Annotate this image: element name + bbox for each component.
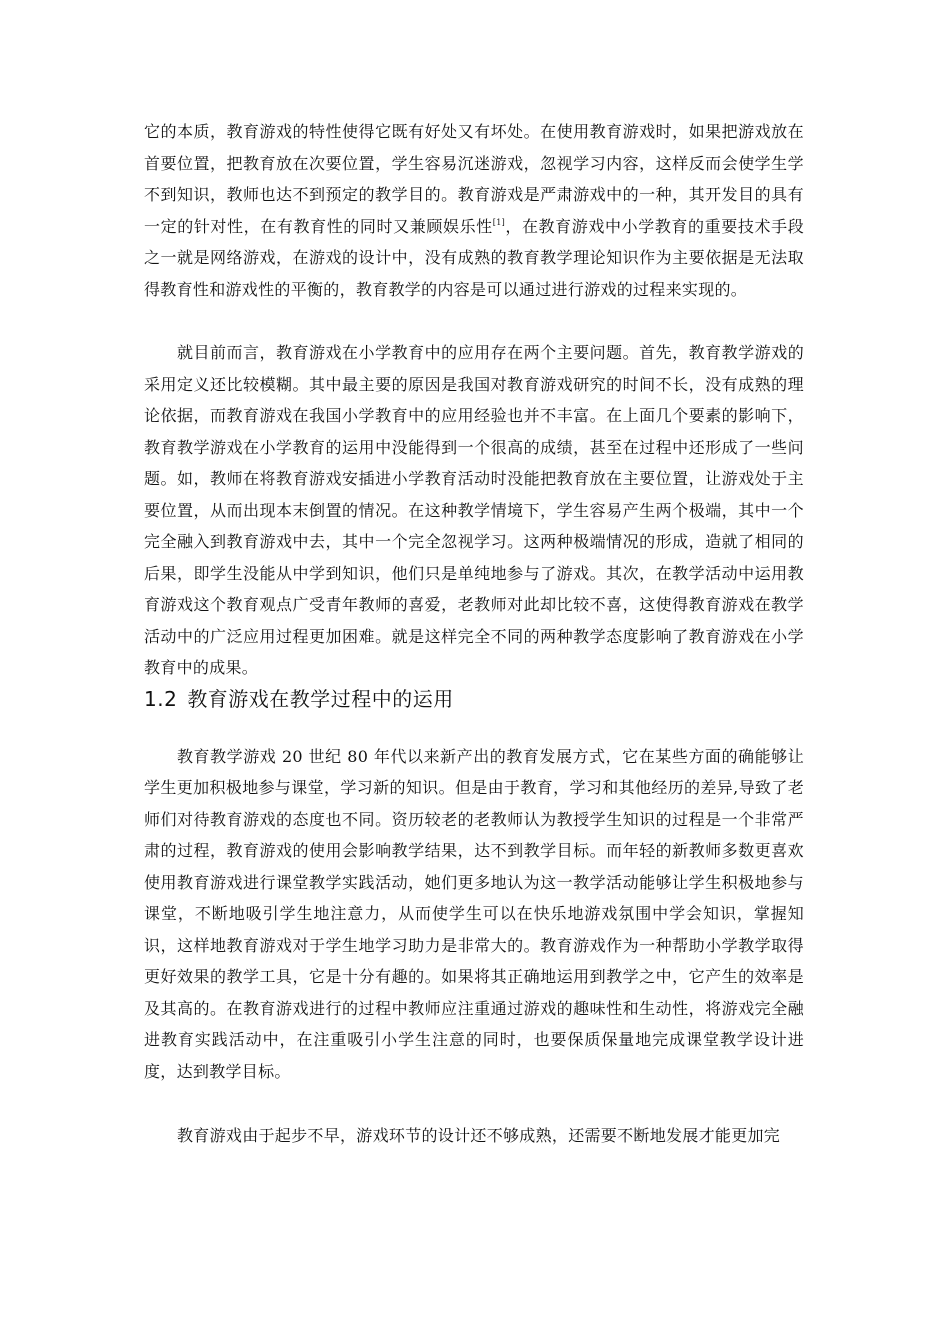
paragraph-development: 教育游戏由于起步不早，游戏环节的设计还不够成熟，还需要不断地发展才能更加完	[177, 1126, 781, 1145]
paragraph-problems: 就目前而言，教育游戏在小学教育中的应用存在两个主要问题。首先，教育教学游戏的采用定义还比较模糊。其中最主要的原因是我国对教育游戏研究的时间不长，没有成熟的理论依据，而教育游戏在我国小学教育中的应用经验也并不丰富。在上面几个要素的影响下，教育教学游戏在小学教育的运用中没能得到一个很高的成绩，甚至在过程中还形成了一些问题。如，教师在将教育游戏安插进小学教育活动时没能把教育放在主要位置，让游戏处于主要位置，从而出现本末倒置的情况。在这种教学情境下，学生容易产生两个极端，其中一个完全融入到教育游戏中去，其中一个完全忽视学习。这两种极端情况的形成，造就了相同的后果，即学生没能从中学到知识，他们只是单纯地参与了游戏。其次，在教学活动中运用教育游戏这个教育观点广受青年教师的喜爱，老教师对此却比较不喜，这使得教育游戏在教学活动中的广泛应用过程更加困难。就是这样完全不同的两种教学态度影响了教育游戏在小学教育中的成果。	[144, 343, 804, 677]
document-body	[144, 116, 804, 1152]
citation-ref: [1]	[492, 217, 506, 227]
paragraph-text: ，在教育游戏中小学教育的重要技术手段之一就是网络游戏，在游戏的设计中，没有成熟的教育教学理论知识作为主要依据是无法取得教育性和游戏性的平衡的，教育教学的内容是可以通过进行游戏的过程来实现的。	[144, 216, 804, 299]
paragraph-application: 教育教学游戏 20 世纪 80 年代以来新产出的教育发展方式，它在某些方面的确能够让学生更加积极地参与课堂，学习新的知识。但是由于教育，学习和其他经历的差异,导致了老师们对待教育游戏的态度也不同。资历较老的老教师认为教授学生知识的过程是一个非常严肃的过程，教育游戏的使用会影响教学结果，达不到教学目标。而年轻的新教师多数更喜欢使用教育游戏进行课堂教学实践活动，她们更多地认为这一教学活动能够让学生积极地参与课堂，不断地吸引学生地注意力，从而使学生可以在快乐地游戏氛围中学会知识，掌握知识，这样地教育游戏对于学生地学习助力是非常大的。教育游戏作为一种帮助小学教学取得更好效果的教学工具，它是十分有趣的。如果将其正确地运用到教学之中，它产生的效率是及其高的。在教育游戏进行的过程中教师应注重通过游戏的趣味性和生动性，将游戏完全融进教育实践活动中，在注重吸引小学生注意的同时，也要保质保量地完成课堂教学设计进度，达到教学目标。	[144, 746, 804, 1081]
section-heading	[144, 684, 804, 714]
section-number: 1.2	[144, 686, 178, 711]
paragraph-text: 它的本质，教育游戏的特性使得它既有好处又有坏处。在使用教育游戏时，如果把游戏放在首要位置，把教育放在次要位置，学生容易沉迷游戏，忽视学习内容，这样反而会使学生学不到知识，教师也达不到预定的教学目的。教育游戏是严肃游戏中的一种，其开发目的具有一定的针对性，在有教育性的同时又兼顾娱乐性	[144, 122, 804, 236]
paragraph-continued	[144, 116, 804, 305]
section-title: 教育游戏在教学过程中的运用	[187, 686, 454, 711]
